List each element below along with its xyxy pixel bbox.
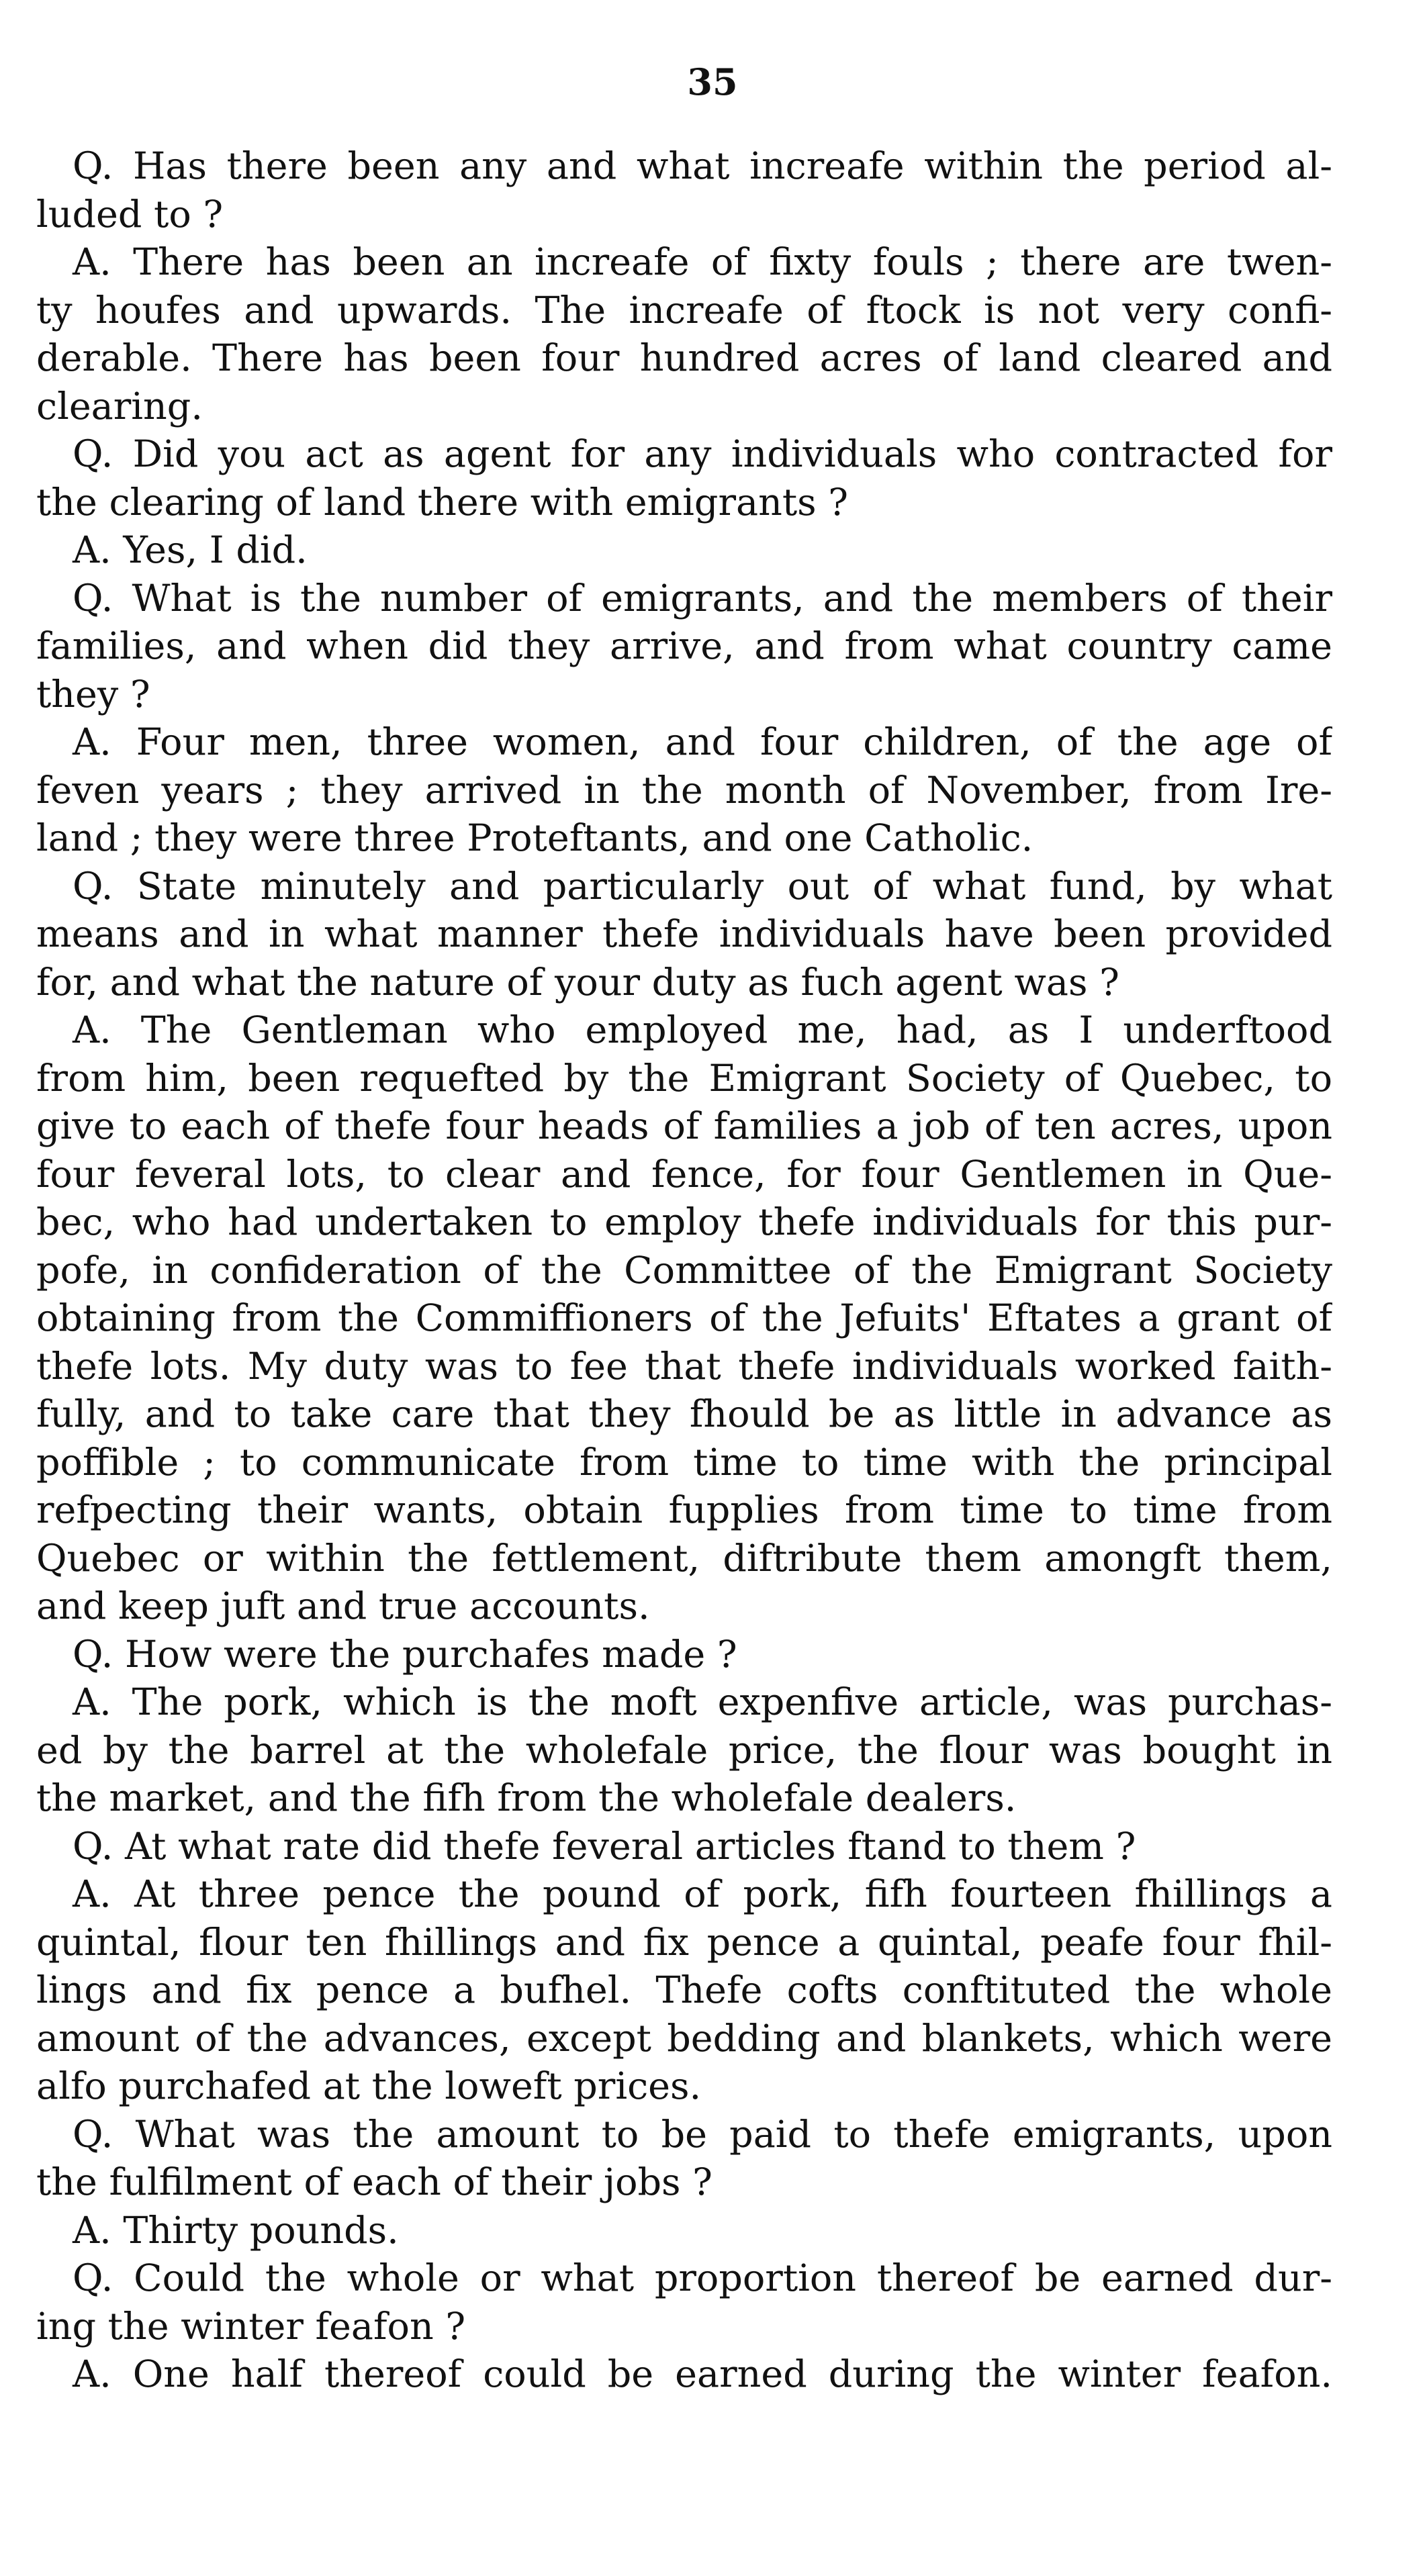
page-number: 35 [687, 60, 738, 103]
text-line: ty houfes and upwards. The increafe of ftock is not very confi- [36, 288, 1332, 332]
text-line: the clearing of land there with emigrants ? [36, 480, 848, 524]
text-line: lings and fix pence a bufhel. Thefe cofts conftituted the whole [36, 1968, 1332, 2012]
text-line: amount of the advances, except bedding and blankets, which were [36, 2016, 1332, 2060]
text-line: Quebec or within the fettlement, diftribute them amongft them, [36, 1536, 1332, 1580]
text-line: the fulfilment of each of their jobs ? [36, 2160, 712, 2204]
text-line: families, and when did they arrive, and from what country came [36, 624, 1332, 668]
text-line: bec, who had undertaken to employ thefe individuals for this pur- [36, 1200, 1332, 1244]
text-line: A. Yes, I did. [73, 528, 308, 572]
text-line: quintal, flour ten fhillings and fix pence a quintal, peafe four fhil- [36, 1920, 1332, 1964]
body-text [36, 142, 1332, 2399]
text-line: Q. Did you act as agent for any individuals who contracted for [73, 432, 1332, 476]
text-line: alfo purchafed at the loweft prices. [36, 2064, 702, 2108]
text-line: A. One half thereof could be earned during the winter feafon. [73, 2352, 1332, 2396]
text-line: refpecting their wants, obtain fupplies from time to time from [36, 1488, 1332, 1532]
text-line: A. The Gentleman who employed me, had, as I underftood [73, 1008, 1332, 1052]
text-line: Q. What was the amount to be paid to thefe emigrants, upon [73, 2112, 1332, 2156]
text-line: Q. Has there been any and what increafe within the period al- [73, 144, 1332, 188]
text-line: thefe lots. My duty was to fee that thefe individuals worked faith- [36, 1344, 1332, 1388]
text-line: derable. There has been four hundred acres of land cleared and [36, 336, 1332, 380]
text-line: poffible ; to communicate from time to time with the principal [36, 1440, 1332, 1484]
text-line: ing the winter feafon ? [36, 2304, 466, 2348]
text-line: luded to ? [36, 192, 224, 236]
text-line: obtaining from the Commiffioners of the Jefuits' Eftates a grant of [36, 1296, 1332, 1340]
text-line: A. Thirty pounds. [73, 2208, 399, 2252]
text-line: Q. Could the whole or what proportion thereof be earned dur- [73, 2256, 1332, 2300]
text-line: means and in what manner thefe individuals have been provided [36, 912, 1332, 956]
text-line: Q. How were the purchafes made ? [73, 1632, 737, 1676]
text-line: fully, and to take care that they fhould be as little in advance as [36, 1392, 1332, 1436]
text-line: from him, been requefted by the Emigrant Society of Quebec, to [36, 1056, 1332, 1100]
text-line: A. There has been an increafe of fixty fouls ; there are twen- [73, 240, 1332, 284]
text-line: Q. State minutely and particularly out of what fund, by what [73, 864, 1332, 908]
text-line: A. The pork, which is the moft expenfive article, was purchas- [73, 1680, 1332, 1724]
text-line: A. Four men, three women, and four children, of the age of [73, 720, 1332, 764]
text-line: feven years ; they arrived in the month of November, from Ire- [36, 768, 1332, 812]
text-line: for, and what the nature of your duty as fuch agent was ? [36, 960, 1119, 1004]
text-line: they ? [36, 672, 150, 716]
text-line: the market, and the fifh from the wholefale dealers. [36, 1776, 1017, 1820]
text-line: Q. What is the number of emigrants, and the members of their [73, 576, 1332, 620]
text-line: clearing. [36, 384, 203, 428]
text-line: Q. At what rate did thefe feveral articles ftand to them ? [73, 1824, 1136, 1868]
text-line: A. At three pence the pound of pork, fifh fourteen fhillings a [73, 1872, 1332, 1916]
text-line: pofe, in confideration of the Committee of the Emigrant Society [36, 1248, 1332, 1292]
text-line: four feveral lots, to clear and fence, for four Gentlemen in Que- [36, 1152, 1332, 1196]
text-line: ed by the barrel at the wholefale price, the flour was bought in [36, 1728, 1332, 1772]
text-line: give to each of thefe four heads of families a job of ten acres, upon [36, 1104, 1332, 1148]
text-line: land ; they were three Proteftants, and one Catholic. [36, 816, 1033, 860]
text-line: and keep juft and true accounts. [36, 1584, 650, 1628]
